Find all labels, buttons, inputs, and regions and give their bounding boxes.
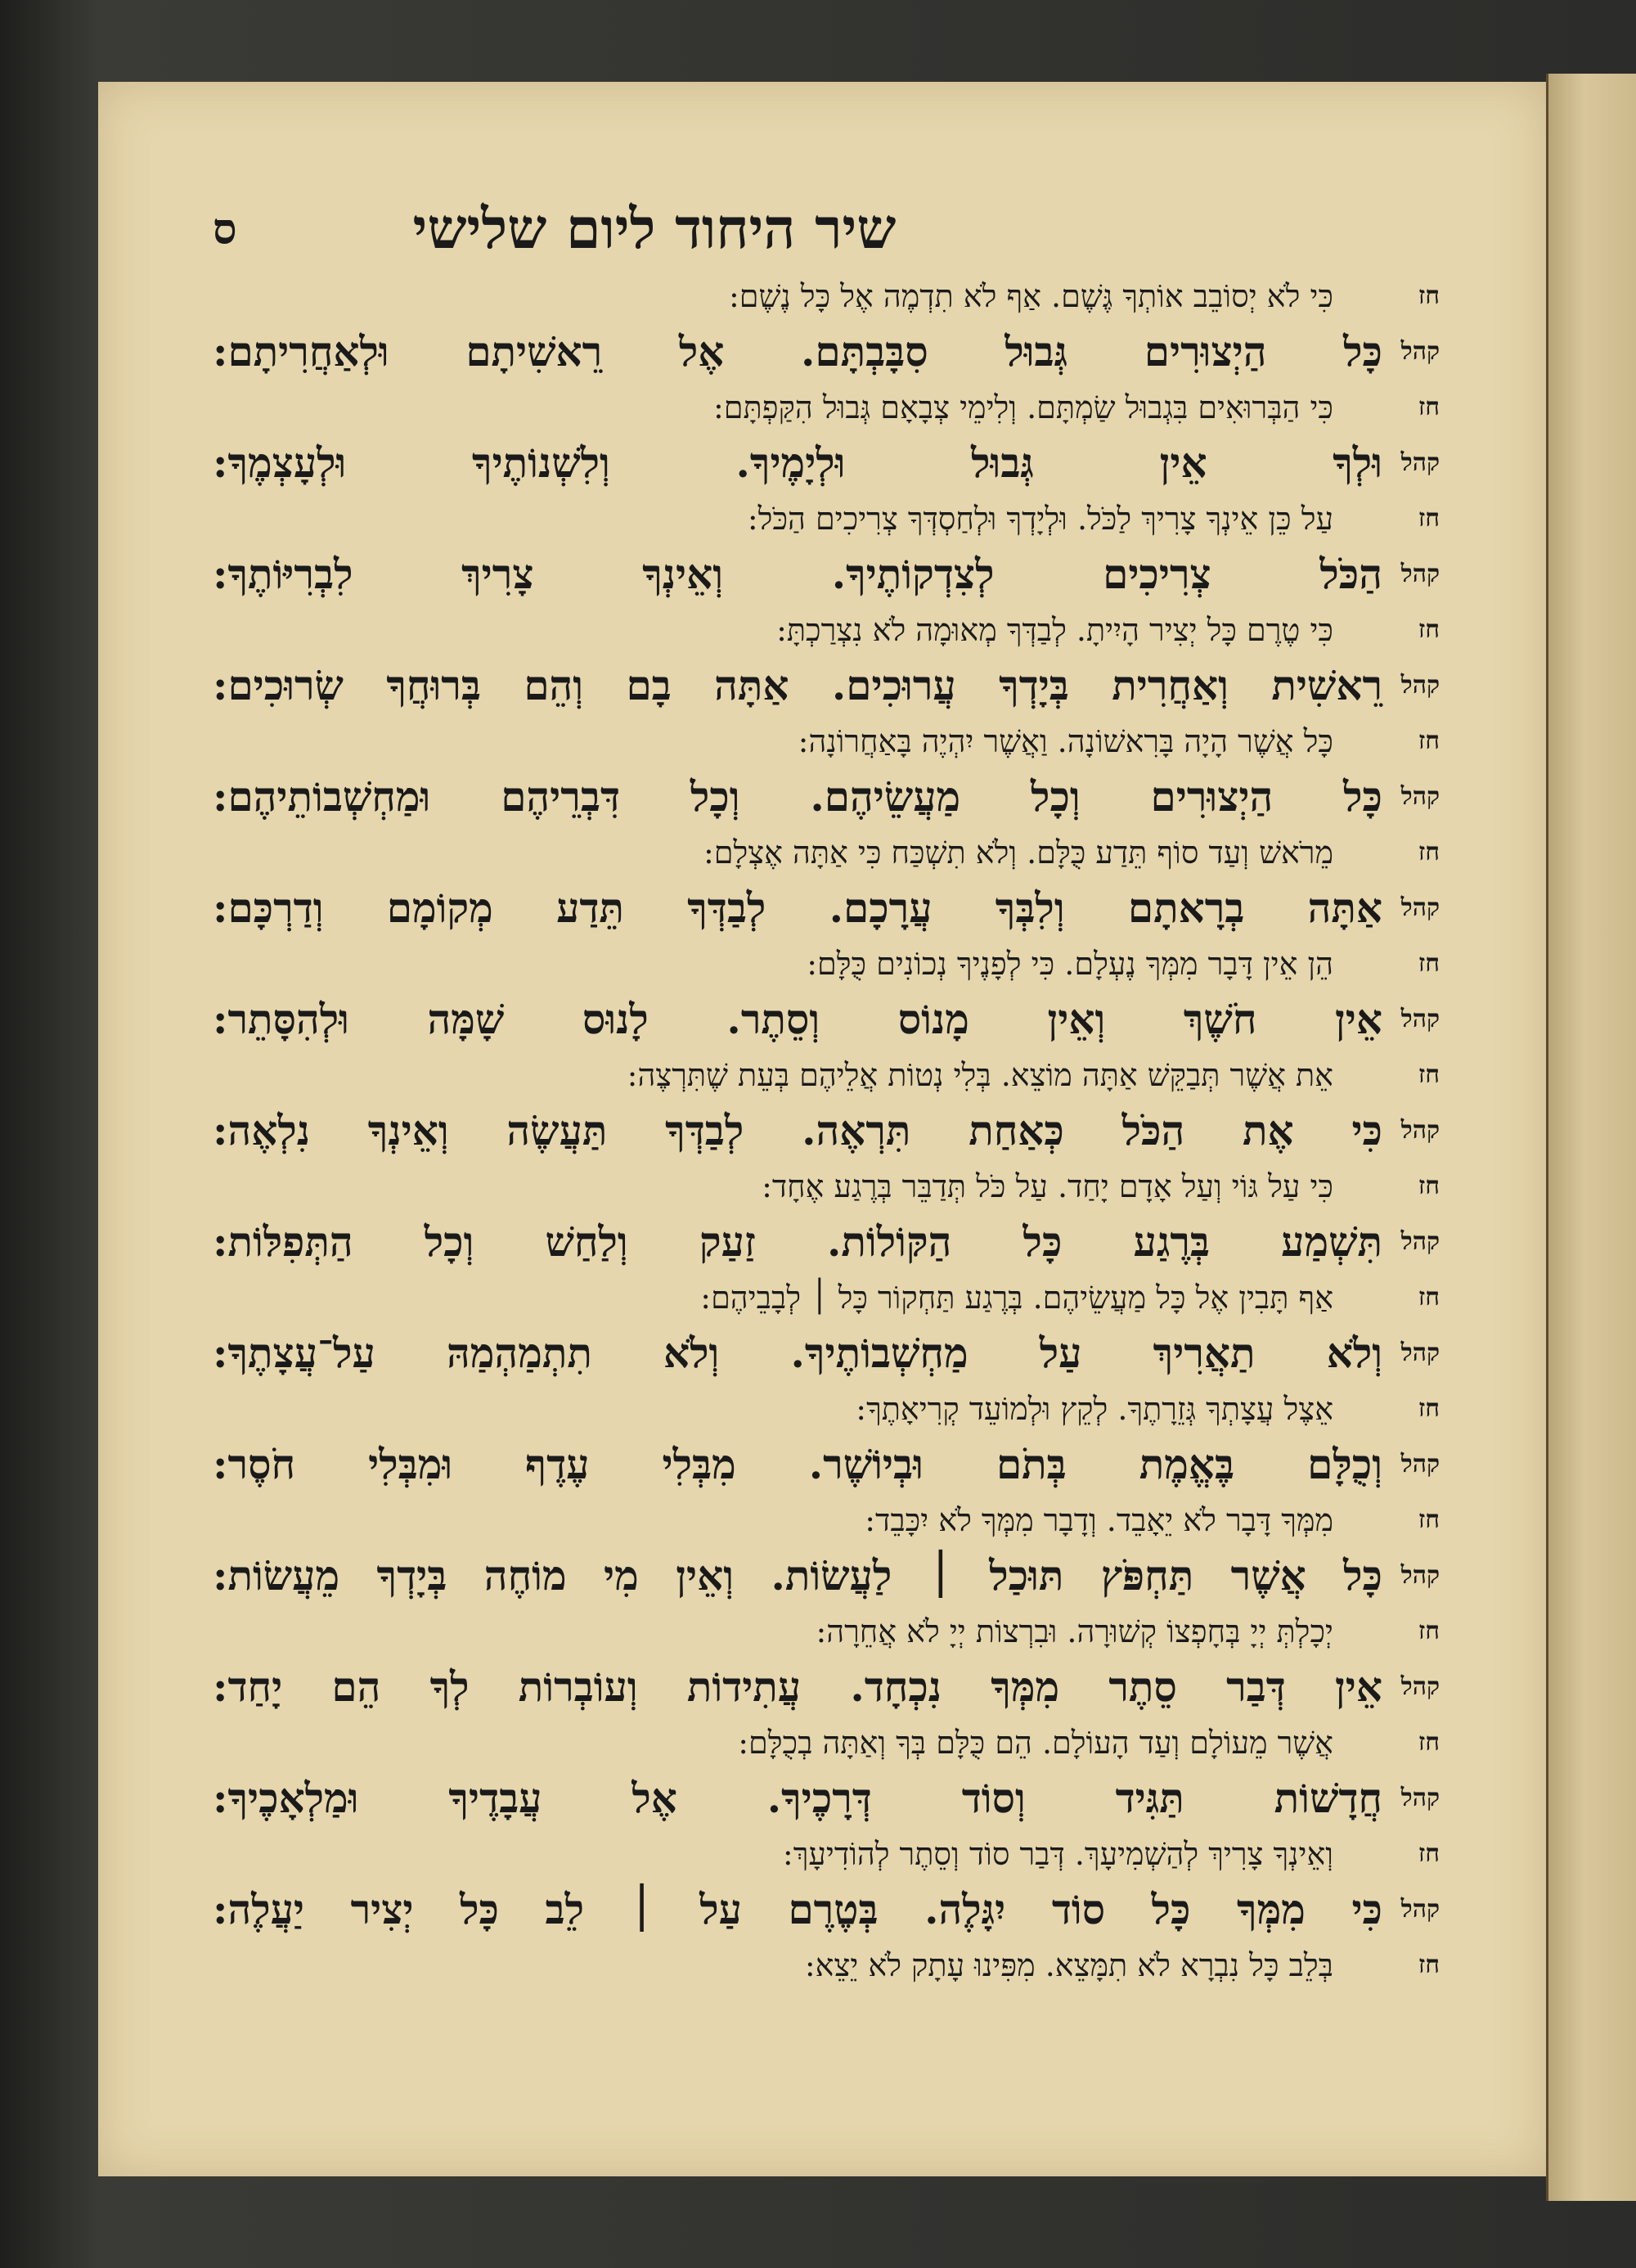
verse-text: חֲדָשׁוֹת תַּגִּיד וְסוֹד דְּרָכֶיךָ. אֶל עֲבָדֶיךָ וּמַלְאָכֶיךָ: — [213, 1774, 1382, 1822]
speaker-label: קהל — [1400, 1005, 1440, 1033]
text-line — [213, 1160, 1440, 1213]
text-line — [213, 1324, 1440, 1383]
text-line — [213, 1494, 1440, 1546]
text-line — [213, 493, 1440, 545]
speaker-label: חז — [1418, 393, 1440, 421]
speaker-label: קהל — [1400, 893, 1440, 922]
verse-text: כִּי עַל גּוֹי וְעַל אָדָם יָחַד. עַל כֹּל תְּדַבֵּר בְּרֶגַע אֶחָד: — [762, 1168, 1333, 1204]
verse-text: כִּי הַבְּרוּאִים בִּגְבוּל שַׂמְתָּם. וְלִימֵי צְבָאָם גְּבוּל הִקַּפְתָּם: — [712, 389, 1333, 425]
verse-text: כָּל הַיְצוּרִים וְכָל מַעֲשֵׂיהֶם. וְכָל דִּבְרֵיהֶם וּמַחְשְׁבוֹתֵיהֶם: — [213, 772, 1382, 821]
speaker-label: חז — [1418, 1617, 1440, 1645]
speaker-label: קהל — [1400, 1227, 1440, 1256]
speaker-label: קהל — [1400, 560, 1440, 588]
verse-text: יְכָלְתְּ יְיָ בְּחָפְצוֹ קְשׁוּרָה. וּבִרְצוֹת יְיָ לֹא אֲחֵרָה: — [816, 1613, 1333, 1649]
verse-text: הֵן אֵין דָּבָר מִמְּךָ נֶעְלָם. כִּי לְפָנֶיךָ נְכוֹנִים כֻּלָּם: — [807, 946, 1333, 982]
speaker-label: קהל — [1400, 448, 1440, 477]
text-line — [213, 1271, 1440, 1324]
speaker-label: חז — [1418, 1728, 1440, 1757]
speaker-label: חז — [1418, 281, 1440, 310]
speaker-label: קהל — [1400, 1116, 1440, 1145]
text-line — [213, 1213, 1440, 1271]
verse-text: בְּלֵב כָּל נִבְרָא לֹא תִמָּצֵא. מִפִּינוּ עָתָק לֹא יֵצֵא: — [804, 1947, 1333, 1983]
verse-text: וְלֹא תַאֲרִיךְ עַל מַחְשְׁבוֹתֶיךָ. וְלֹא תִתְמַהְמַהּ עַל־עֲצָתֶךָ: — [213, 1329, 1382, 1377]
text-line — [213, 656, 1440, 715]
speaker-label: חז — [1418, 1283, 1440, 1312]
verse-text: אֵת אֲשֶׁר תְּבַקֵּשׁ אַתָּה מוֹצֵא. בְּלִי נְטוֹת אֲלֵיהֶם בְּעֵת שֶׁתִּרְצֶה: — [627, 1057, 1333, 1093]
verse-text: אֵין דְּבַר סֵתֶר מִמְּךָ נִכְחָד. עֲתִידוֹת וְעוֹבְרוֹת לְךָ הֵם יָחַד: — [213, 1663, 1382, 1711]
text-line — [213, 604, 1440, 656]
verse-text: אַתָּה בְרָאתָם וְלִבְּךָ עֲרָכָם. לְבַדְּךָ תֵּדַע מְקוֹמָם וְדַרְכָּם: — [213, 884, 1382, 932]
verse-text: הַכֹּל צְרִיכִים לְצִדְקוֹתֶיךָ. וְאֵינְךָ צָרִיךְ לִבְרִיּוֹתֶךָ: — [213, 550, 1382, 598]
text-line — [213, 1049, 1440, 1101]
text-line — [213, 938, 1440, 990]
text-line — [213, 1717, 1440, 1769]
verse-text: עַל כֵּן אֵינְךָ צָרִיךְ לַכֹּל. וּלְיָדְךָ וּלְחַסְדְּךָ צְרִיכִים הַכֹּל: — [747, 501, 1333, 537]
speaker-label: קהל — [1400, 1672, 1440, 1701]
liturgical-text-body — [213, 270, 1440, 1991]
verse-text: כִּי טֶרֶם כָּל יְצִיר הָיִיתָ. לְבַדְּךָ מְאוּמָה לֹא נִצְרַכְתָּ: — [776, 612, 1333, 648]
text-line — [213, 270, 1440, 322]
verse-text: כָּל אֲשֶׁר הָיָה בָּרִאשׁוֹנָה. וַאֲשֶׁר יִהְיֶה בָּאַחֲרוֹנָה: — [798, 723, 1333, 759]
speaker-label: חז — [1418, 1951, 1440, 1979]
text-line — [213, 826, 1440, 879]
verse-text: כִּי לֹא יְסוֹבֵב אוֹתְךָ גֶּשֶׁם. אַף לֹא תִדְמֶה אֶל כָּל נֶשֶׁם: — [728, 278, 1333, 314]
speaker-label: חז — [1418, 615, 1440, 644]
text-line — [213, 879, 1440, 938]
text-line — [213, 1828, 1440, 1880]
speaker-label: חז — [1418, 1394, 1440, 1423]
text-line — [213, 1769, 1440, 1828]
text-line — [213, 767, 1440, 826]
text-line — [213, 1546, 1440, 1605]
speaker-label: קהל — [1400, 1339, 1440, 1367]
verse-text: אַף תָּבִין אֶל כָּל מַעֲשֵׂיהֶם. בְּרֶגַע תַּחְקוֹר כָּל ׀ לְבָבֵיהֶם: — [700, 1280, 1333, 1316]
page-number: ס — [213, 205, 237, 254]
speaker-label: קהל — [1400, 337, 1440, 366]
text-line — [213, 1658, 1440, 1717]
text-line — [213, 1383, 1440, 1435]
verse-text: אֵצֶל עֲצָתְךָ גְּזֵרָתֶךָ. לְקֵץ וּלְמוֹעֵד קְרִיאָתֶךָ: — [856, 1391, 1333, 1427]
verse-text: אֲשֶׁר מֵעוֹלָם וְעַד הָעוֹלָם. הֵם כֻּלָּם בְּךָ וְאַתָּה בְכֻלָּם: — [738, 1725, 1333, 1761]
speaker-label: קהל — [1400, 671, 1440, 700]
verse-text: אֵין חֹשֶׁךְ וְאֵין מָנוֹס וְסֵתֶר. לָנוּס שָׁמָּה וּלְהִסָּתֵר: — [213, 995, 1382, 1043]
verse-text: וְכֻלָּם בֶּאֱמֶת בְּתֹם וּבְיוֹשֶׁר. מִבְּלִי עֶדֶף וּמִבְּלִי חֹסֶר: — [213, 1440, 1382, 1488]
speaker-label: קהל — [1400, 1895, 1440, 1924]
verse-text: רֵאשִׁית וְאַחֲרִית בְּיָדְךָ עֲרוּכִים. אַתָּה בָם וְהֵם בְּרוּחֲךָ שְׂרוּכִים: — [213, 661, 1382, 709]
text-line — [213, 322, 1440, 381]
text-line — [213, 434, 1440, 493]
speaker-label: חז — [1418, 1172, 1440, 1200]
verse-text: כָּל הַיְצוּרִים גְּבוּל סִבָּבְתָּם. אֶל רֵאשִׁיתָם וּלְאַחֲרִיתָם: — [213, 327, 1382, 376]
text-line — [213, 545, 1440, 604]
text-line — [213, 1435, 1440, 1494]
speaker-label: חז — [1418, 504, 1440, 533]
speaker-label: חז — [1418, 1060, 1440, 1089]
speaker-label: חז — [1418, 1839, 1440, 1868]
verse-text: כִּי מִמְּךָ כָּל סוֹד יִגָּלֶה. בְּטֶרֶם עַל ׀ לֵב כָּל יְצִיר יַעֲלֶה: — [213, 1885, 1382, 1933]
speaker-label: קהל — [1400, 1784, 1440, 1812]
text-line — [213, 381, 1440, 434]
speaker-label: קהל — [1400, 1450, 1440, 1478]
verse-text: מִמְּךָ דָּבָר לֹא יֵאָבֵד. וְדָבָר מִמְּךָ לֹא יִכָּבֵד: — [865, 1502, 1333, 1538]
text-line — [213, 715, 1440, 767]
verse-text: וּלְךָ אֵין גְּבוּל וּלְיָמֶיךָ. וְלִשְׁנוֹתֶיךָ וּלְעָצְמֶךָ: — [213, 439, 1382, 487]
text-line — [213, 1605, 1440, 1658]
verse-text: מֵרֹאשׁ וְעַד סוֹף תֵּדַע כֻּלָּם. וְלֹא תִשְׁכַּח כִּי אַתָּה אֶצְלָם: — [703, 835, 1333, 871]
facing-page-edge — [1546, 74, 1636, 2201]
speaker-label: חז — [1418, 949, 1440, 978]
speaker-label: קהל — [1400, 782, 1440, 811]
verse-text: כָּל אֲשֶׁר תַּחְפֹּץ תּוּכַל ׀ לַעֲשׂוֹת. וְאֵין מִי מוֹחֶה בְּיָדְךָ מֵעֲשׂוֹת: — [213, 1551, 1382, 1600]
speaker-label: חז — [1418, 727, 1440, 755]
verse-text: תִּשְׁמַע בְּרֶגַע כָּל הַקּוֹלוֹת. זַעַק וְלַחַשׁ וְכָל הַתְּפִלּוֹת: — [213, 1217, 1382, 1266]
speaker-label: חז — [1418, 838, 1440, 866]
running-header-title: שיר היחוד ליום שלישי — [412, 196, 897, 262]
text-line — [213, 1880, 1440, 1939]
speaker-label: חז — [1418, 1505, 1440, 1534]
verse-text: כִּי אֶת הַכֹּל כְּאַחַת תִּרְאֶה. לְבַדְּךָ תַּעֲשֶׂה וְאֵינְךָ נִלְאֶה: — [213, 1106, 1382, 1154]
text-line — [213, 1101, 1440, 1160]
verse-text: וְאֵינְךָ צָרִיךְ לְהַשְׁמִיעָךְ. דְּבַר סוֹד וְסֵתֶר לְהוֹדִיעָךְ: — [782, 1836, 1333, 1872]
text-line — [213, 990, 1440, 1049]
speaker-label: קהל — [1400, 1561, 1440, 1590]
text-line — [213, 1939, 1440, 1991]
